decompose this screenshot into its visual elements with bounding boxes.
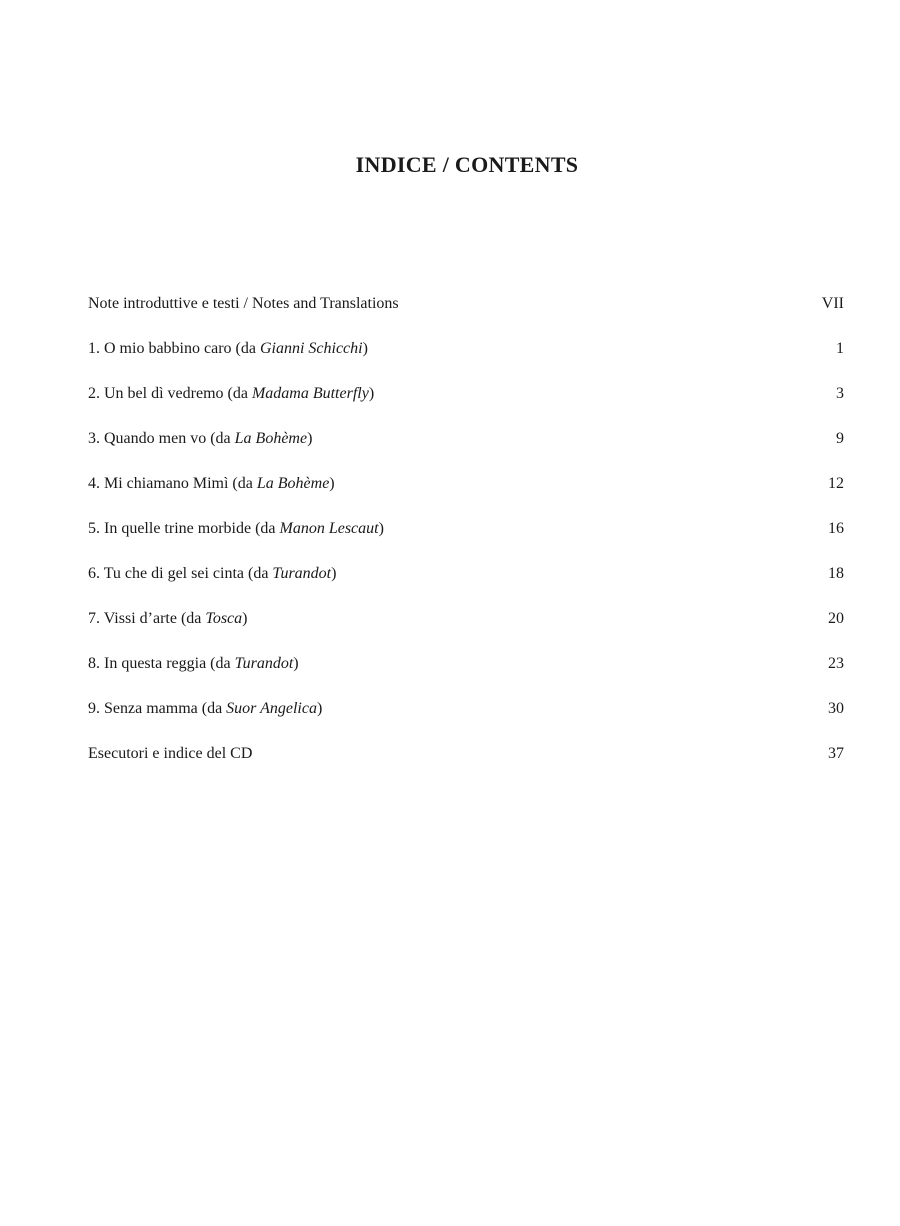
toc-page-number: 23 [828, 655, 844, 672]
toc-page-number: 9 [836, 430, 844, 447]
toc-entry [88, 515, 844, 560]
page-title: INDICE / CONTENTS [355, 152, 579, 177]
toc-page-number: 30 [828, 700, 844, 717]
toc-entry-title: 7. Vissi d’arte (da Tosca) [88, 610, 248, 627]
toc-entry-title: 5. In quelle trine morbide (da Manon Lescaut) [88, 520, 384, 537]
toc-entry-title: 1. O mio babbino caro (da Gianni Schicchi) [88, 340, 368, 357]
toc-entry [88, 425, 844, 470]
table-of-contents [88, 290, 844, 770]
toc-entry [88, 560, 844, 605]
toc-entry [88, 335, 844, 380]
toc-page-number: 20 [828, 610, 844, 627]
toc-entry-title: 9. Senza mamma (da Suor Angelica) [88, 700, 323, 717]
toc-entry [88, 605, 844, 650]
toc-entry-title: Note introduttive e testi / Notes and Translations [88, 295, 399, 312]
toc-entry-title: 2. Un bel dì vedremo (da Madama Butterfly) [88, 385, 375, 402]
toc-entry-title: 3. Quando men vo (da La Bohème) [88, 430, 313, 447]
toc-entry-title: 4. Mi chiamano Mimì (da La Bohème) [88, 475, 335, 492]
toc-entry-title: Esecutori e indice del CD [88, 745, 253, 762]
toc-page-number: 12 [828, 475, 844, 492]
toc-page-number: 3 [836, 385, 844, 402]
toc-entry-title: 8. In questa reggia (da Turandot) [88, 655, 299, 672]
toc-entry [88, 695, 844, 740]
toc-entry [88, 290, 844, 335]
toc-page-number: VII [821, 295, 844, 312]
toc-entry [88, 650, 844, 695]
toc-page-number: 18 [828, 565, 844, 582]
toc-entry [88, 380, 844, 425]
toc-page-number: 1 [836, 340, 844, 357]
toc-entry [88, 740, 844, 770]
toc-entry [88, 470, 844, 515]
toc-page-number: 16 [828, 520, 844, 537]
toc-page-number: 37 [828, 745, 844, 762]
toc-entry-title: 6. Tu che di gel sei cinta (da Turandot) [88, 565, 337, 582]
